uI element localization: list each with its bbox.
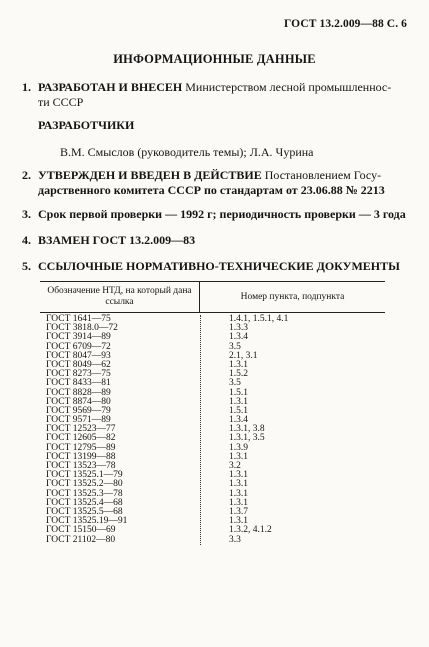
section-5-text: ССЫЛОЧНЫЕ НОРМАТИВНО-ТЕХНИЧЕСКИЕ ДОКУМЕНТЫ xyxy=(38,259,400,273)
clause-numbers: 3.3 xyxy=(229,534,241,545)
section-4 xyxy=(22,233,195,248)
standard-designation: ГОСТ 3914—89 xyxy=(46,332,111,343)
section-number: 1. xyxy=(22,80,31,94)
standard-designation: ГОСТ 21102—80 xyxy=(46,534,116,545)
clause-numbers: 1.3.1 xyxy=(229,451,248,462)
clause-numbers: 1.3.2, 4.1.2 xyxy=(229,525,272,536)
standard-designation: ГОСТ 12795—89 xyxy=(46,442,116,453)
section-1-bold: РАЗРАБОТАН И ВНЕСЕН xyxy=(38,80,183,94)
standard-designation: ГОСТ 8047—93 xyxy=(46,350,111,361)
clause-numbers: 3.2 xyxy=(229,461,241,471)
page-header: ГОСТ 13.2.009—88 С. 6 xyxy=(284,18,407,30)
section-1-continuation: ти СССР xyxy=(38,95,84,109)
standard-designation: ГОСТ 12605—82 xyxy=(46,433,116,444)
developers-heading: РАЗРАБОТЧИКИ xyxy=(38,118,135,132)
standard-designation: ГОСТ 8273—75 xyxy=(46,369,111,380)
clause-numbers: 1.3.7 xyxy=(229,506,248,517)
table-body xyxy=(40,315,385,545)
section-3 xyxy=(22,207,422,222)
standard-designation: ГОСТ 6709—72 xyxy=(46,341,111,352)
section-5 xyxy=(22,259,400,274)
section-4-text: ВЗАМЕН ГОСТ 13.2.009—83 xyxy=(38,233,196,247)
clause-numbers: 1.3.1 xyxy=(229,516,248,527)
standard-designation: ГОСТ 8049—62 xyxy=(46,359,111,370)
clause-numbers: 1.3.3 xyxy=(229,323,248,334)
clause-numbers: 1.3.1 xyxy=(229,396,248,407)
references-table xyxy=(40,281,385,545)
standard-designation: ГОСТ 8874—80 xyxy=(46,396,111,407)
standard-designation: ГОСТ 13525.1—79 xyxy=(46,470,123,481)
clause-numbers: 3.5 xyxy=(229,341,241,352)
developers-names: В.М. Смыслов (руководитель темы); Л.А. Чурина xyxy=(60,145,314,159)
standard-designation: ГОСТ 13523—78 xyxy=(46,461,116,471)
clause-numbers: 3.5 xyxy=(229,378,241,389)
column-header-clause: Номер пункта, подпункта xyxy=(240,292,345,302)
clause-numbers: 1.3.9 xyxy=(229,442,248,453)
standard-designation: ГОСТ 13525.4—68 xyxy=(46,497,123,508)
standard-designation: ГОСТ 13525.19—91 xyxy=(46,516,128,527)
clause-numbers: 1.4.1, 1.5.1, 4.1 xyxy=(229,314,289,324)
column-divider xyxy=(200,315,201,545)
clause-numbers: 1.3.1, 3.8 xyxy=(229,424,265,435)
section-number: 5. xyxy=(22,259,31,273)
standard-designation: ГОСТ 13525.3—78 xyxy=(46,488,123,499)
standard-designation: ГОСТ 12523—77 xyxy=(46,424,116,435)
standard-designation: ГОСТ 15150—69 xyxy=(46,525,116,536)
standard-designation: ГОСТ 9569—79 xyxy=(46,405,111,416)
clause-numbers: 1.3.4 xyxy=(229,415,248,426)
standard-designation: ГОСТ 13199—88 xyxy=(46,451,116,462)
clause-numbers: 1.5.1 xyxy=(229,387,248,398)
section-2 xyxy=(22,168,402,198)
table-row xyxy=(40,536,385,545)
section-number: 4. xyxy=(22,233,31,247)
section-2-continuation: дарственного комитета СССР по стандартам от 23.06.88 № 2213 xyxy=(38,183,385,197)
clause-numbers: 1.3.4 xyxy=(229,332,248,343)
document-title: ИНФОРМАЦИОННЫЕ ДАННЫЕ xyxy=(113,52,316,66)
clause-numbers: 1.3.1, 3.5 xyxy=(229,433,265,444)
section-1-text: Министерством лесной промышленнос- xyxy=(185,80,392,94)
standard-designation: ГОСТ 9571—89 xyxy=(46,415,111,426)
clause-numbers: 2.1, 3.1 xyxy=(229,350,258,361)
table-header xyxy=(40,281,385,313)
section-1 xyxy=(22,80,402,110)
standard-designation: ГОСТ 13525.5—68 xyxy=(46,506,123,517)
standard-designation: ГОСТ 13525.2—80 xyxy=(46,479,123,490)
standard-designation: ГОСТ 8433—81 xyxy=(46,378,111,389)
clause-numbers: 1.3.1 xyxy=(229,470,248,481)
section-2-text: Постановлением Госу- xyxy=(264,168,382,182)
standard-designation: ГОСТ 1641—75 xyxy=(46,314,111,324)
section-number: 3. xyxy=(22,207,31,221)
section-2-bold: УТВЕРЖДЕН И ВВЕДЕН В ДЕЙСТВИЕ xyxy=(38,168,262,182)
clause-numbers: 1.5.1 xyxy=(229,405,248,416)
section-number: 2. xyxy=(22,168,31,182)
clause-numbers: 1.3.1 xyxy=(229,479,248,490)
standard-designation: ГОСТ 3818.0—72 xyxy=(46,323,118,334)
clause-numbers: 1.3.1 xyxy=(229,359,248,370)
clause-numbers: 1.3.1 xyxy=(229,497,248,508)
standard-designation: ГОСТ 8828—89 xyxy=(46,387,111,398)
clause-numbers: 1.5.2 xyxy=(229,369,248,380)
column-header-designation: Обозначение НТД, на который дана ссылка xyxy=(40,282,200,312)
clause-numbers: 1.3.1 xyxy=(229,488,248,499)
section-3-text: Срок первой проверки — 1992 г; периодичность проверки — 3 года xyxy=(38,207,406,221)
